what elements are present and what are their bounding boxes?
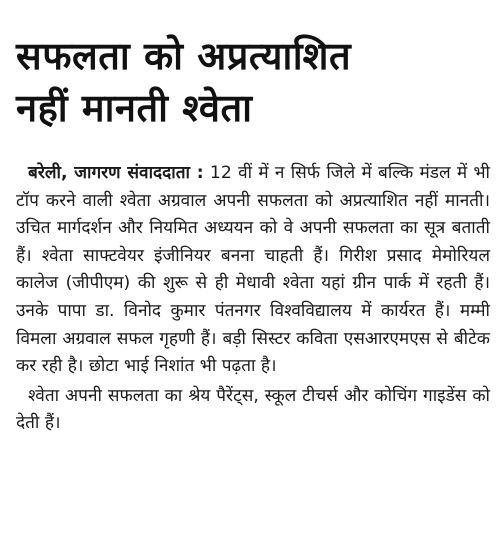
- article-paragraph-2: श्वेता अपनी सफलता का श्रेय पैरेंट्स, स्कूल टीचर्स और कोचिंग गाइडेंस को देती हैं।: [16, 385, 490, 434]
- article-body: [16, 160, 490, 438]
- dateline: बरेली, जागरण संवाददाता :: [28, 163, 204, 183]
- headline-line-2: नहीं मानती श्वेता: [16, 86, 253, 130]
- headline-line-1: सफलता को अप्रत्याशित: [16, 34, 352, 78]
- headline: [16, 30, 490, 134]
- paragraph-1-text: 12 वीं में न सिर्फ जिले में बल्कि मंडल में भी टॉप करने वाली श्वेता अग्रवाल अपनी सफलता को अप्रत्याशित नहीं मानती। उचित मार्गदर्शन और नियमित अध्ययन को वे अपनी सफलता का सूत्र बताती हैं। श्वेता साफ्टवेयर इंजीनियर बनना चाहती हैं। गिरीश प्रसाद मेमोरियल कालेज (जीपीएम) की शुरू से ही मेधावी श्वेता यहां ग्रीन पार्क में रहती हैं। उनके पापा डा. विनोद कुमार पंतनगर विश्वविद्यालय में कार्यरत हैं। मम्मी विमला अग्रवाल सफल गृहणी हैं। बड़ी सिस्टर कविता एसआरएमएस से बीटेक कर रही है। छोटा भाई निशांत भी पढ़ता है।: [16, 163, 490, 377]
- article-paragraph-1: [16, 160, 490, 381]
